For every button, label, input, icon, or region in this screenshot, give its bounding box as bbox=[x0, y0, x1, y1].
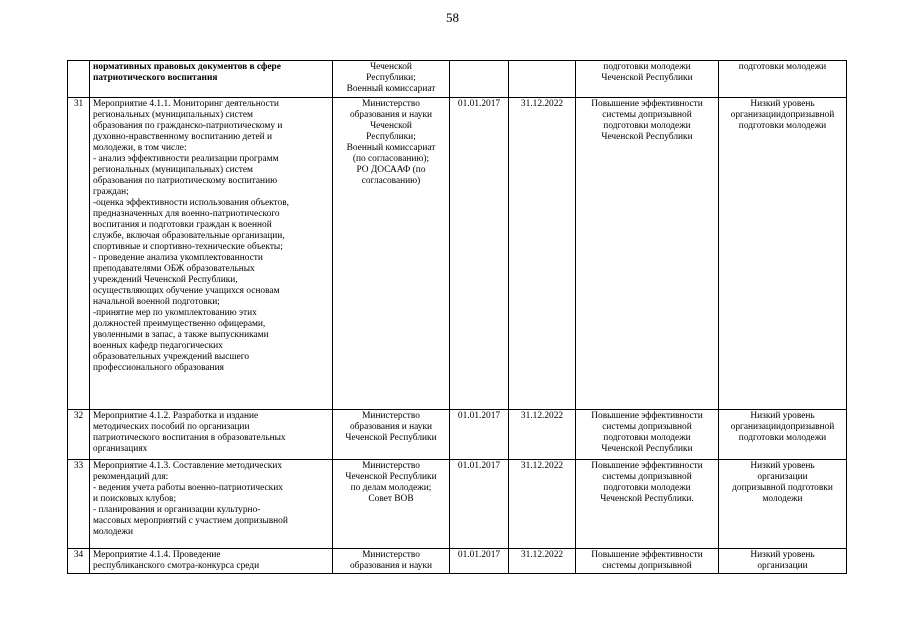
measure-description-cell-line: предназначенных для военно-патриотического bbox=[93, 209, 280, 219]
measure-description-cell-line: спортивные и спортивно-технические объекты; bbox=[93, 242, 283, 252]
start-date-cell bbox=[450, 61, 509, 98]
start-date-cell: 01.01.2017 bbox=[450, 549, 509, 574]
executor-cell bbox=[333, 460, 450, 549]
measure-description-cell-line: учреждений Чеченской Республики, bbox=[93, 275, 238, 285]
expected-result-cell-line: подготовки молодежи bbox=[603, 433, 691, 443]
measure-description-cell-line: образования по патриотическому воспитанию bbox=[93, 176, 278, 186]
start-date-cell: 01.01.2017 bbox=[450, 460, 509, 549]
start-date-cell: 01.01.2017 bbox=[450, 98, 509, 410]
measure-description-cell-line: граждан; bbox=[93, 187, 129, 197]
expected-result-cell-line: Чеченской Республики. bbox=[600, 494, 694, 504]
expected-result-cell bbox=[576, 549, 719, 574]
risk-cell-line: организации bbox=[757, 472, 808, 482]
expected-result-cell-line: системы допризывной bbox=[602, 561, 692, 571]
measure-description-cell-line: Мероприятие 4.1.2. Разработка и издание bbox=[93, 411, 259, 421]
risk-cell-line: Низкий уровень bbox=[750, 411, 815, 421]
expected-result-cell-line: системы допризывной bbox=[602, 110, 692, 120]
measure-description-cell-line: уволенными в запас, а также выпускниками bbox=[93, 330, 269, 340]
expected-result-cell-line: Повышение эффективности bbox=[591, 99, 703, 109]
table-row bbox=[68, 410, 847, 460]
executor-cell-line: Министерство bbox=[362, 99, 420, 109]
risk-cell bbox=[719, 410, 847, 460]
executor-cell-line: Республики; bbox=[366, 132, 416, 142]
measure-description-cell-line: массовых мероприятий с участием допризывной bbox=[93, 516, 288, 526]
measure-description-cell-line: - ведения учета работы военно-патриотических bbox=[93, 483, 283, 493]
table-row bbox=[68, 61, 847, 98]
measure-description-cell-line: - планирования и организации культурно- bbox=[93, 505, 261, 515]
expected-result-cell-line: Чеченской Республики bbox=[601, 73, 693, 83]
row-number-cell bbox=[68, 61, 90, 98]
measure-description-cell-line: -оценка эффективности использования объектов, bbox=[93, 198, 289, 208]
expected-result-cell bbox=[576, 98, 719, 410]
measure-description-cell-line: Мероприятие 4.1.1. Мониторинг деятельности bbox=[93, 99, 279, 109]
row-number-cell: 34 bbox=[68, 549, 90, 574]
risk-cell-line: допризывной подготовки bbox=[732, 483, 833, 493]
page-number: 58 bbox=[446, 10, 459, 25]
measures-table bbox=[67, 60, 847, 574]
expected-result-cell bbox=[576, 61, 719, 98]
measure-description-cell-line: службе, включая образовательные организации, bbox=[93, 231, 285, 241]
measure-description-cell-line: воспитания и подготовки граждан к военной bbox=[93, 220, 272, 230]
executor-cell-line: Военный комиссариат bbox=[346, 143, 436, 153]
end-date-cell: 31.12.2022 bbox=[509, 460, 576, 549]
measure-description-cell-line: профессионального образования bbox=[93, 363, 224, 373]
measure-description-cell bbox=[90, 410, 333, 460]
measure-description-cell-line: должностей преимущественно офицерами, bbox=[93, 319, 266, 329]
risk-cell-line: молодежи bbox=[762, 494, 803, 504]
measure-description-cell-line: военных кафедр педагогических bbox=[93, 341, 223, 351]
risk-cell-line: организации bbox=[757, 561, 808, 571]
table-row bbox=[68, 549, 847, 574]
end-date-cell bbox=[509, 61, 576, 98]
executor-cell-line: по делам молодежи; bbox=[350, 483, 432, 493]
risk-cell-line: Низкий уровень bbox=[750, 99, 815, 109]
measure-description-cell-line: и поисковых клубов; bbox=[93, 494, 177, 504]
risk-cell-line: Низкий уровень bbox=[750, 550, 815, 560]
executor-cell bbox=[333, 410, 450, 460]
executor-cell-line: Совет ВОВ bbox=[368, 494, 414, 504]
end-date-cell: 31.12.2022 bbox=[509, 98, 576, 410]
expected-result-cell-line: Чеченской Республики bbox=[601, 444, 693, 454]
risk-cell bbox=[719, 61, 847, 98]
measure-description-cell-line: республиканского смотра-конкурса среди bbox=[93, 561, 260, 571]
executor-cell-line: Военный комиссариат bbox=[346, 84, 436, 94]
measure-description-cell-line: организациях bbox=[93, 444, 148, 454]
risk-cell-line: подготовки молодежи bbox=[738, 433, 827, 443]
row-number-cell: 32 bbox=[68, 410, 90, 460]
executor-cell-line: образования и науки bbox=[349, 561, 433, 571]
measure-description-cell-line: молодежи, в том числе: bbox=[93, 143, 187, 153]
expected-result-cell-line: подготовки молодежи bbox=[603, 62, 691, 72]
measure-description-cell-line: преподавателями ОБЖ образовательных bbox=[93, 264, 255, 274]
measure-description-cell-line: образования по гражданско-патриотическому и bbox=[93, 121, 283, 131]
executor-cell-line: Чеченской bbox=[370, 62, 412, 72]
table-row bbox=[68, 460, 847, 549]
measure-description-cell-line: региональных (муниципальных) систем bbox=[93, 110, 253, 120]
executor-cell-line: согласованию) bbox=[361, 176, 421, 186]
measure-description-cell-line: - анализ эффективности реализации программ bbox=[93, 154, 279, 164]
end-date-cell: 31.12.2022 bbox=[509, 549, 576, 574]
measure-description-cell-line: молодежи bbox=[93, 527, 134, 537]
executor-cell bbox=[333, 61, 450, 98]
expected-result-cell-line: системы допризывной bbox=[602, 422, 692, 432]
risk-cell-line: подготовки молодежи bbox=[738, 62, 827, 72]
measure-description-cell-line: рекомендаций для: bbox=[93, 472, 169, 482]
risk-cell-line: Низкий уровень bbox=[750, 461, 815, 471]
risk-cell-line: организациидопризывной bbox=[730, 110, 835, 120]
executor-cell-line: образования и науки bbox=[349, 422, 433, 432]
measure-description-cell-line: - проведение анализа укомплектованности bbox=[93, 253, 263, 263]
measure-description-cell bbox=[90, 98, 333, 410]
measure-description-cell-line: духовно-нравственному воспитанию детей и bbox=[93, 132, 273, 142]
executor-cell-line: Чеченской bbox=[370, 121, 412, 131]
risk-cell bbox=[719, 98, 847, 410]
expected-result-cell-line: Повышение эффективности bbox=[591, 550, 703, 560]
executor-cell bbox=[333, 98, 450, 410]
executor-cell-line: Чеченской Республики bbox=[345, 433, 437, 443]
measure-description-cell-line: нормативных правовых документов в сфере bbox=[93, 62, 281, 72]
executor-cell-line: образования и науки bbox=[349, 110, 433, 120]
executor-cell-line: Республики; bbox=[366, 73, 416, 83]
measure-description-cell-line: -принятие мер по укомплектованию этих bbox=[93, 308, 257, 318]
measure-description-cell-line: Мероприятие 4.1.3. Составление методических bbox=[93, 461, 283, 471]
expected-result-cell-line: Повышение эффективности bbox=[591, 461, 703, 471]
measure-description-cell-line: патриотического воспитания bbox=[93, 73, 218, 83]
risk-cell bbox=[719, 549, 847, 574]
measure-description-cell-line: Мероприятие 4.1.4. Проведение bbox=[93, 550, 221, 560]
executor-cell-line: РО ДОСААФ (по bbox=[356, 165, 426, 175]
expected-result-cell-line: системы допризывной bbox=[602, 472, 692, 482]
expected-result-cell-line: Повышение эффективности bbox=[591, 411, 703, 421]
measure-description-cell-line: методических пособий по организации bbox=[93, 422, 250, 432]
expected-result-cell-line: Чеченской Республики bbox=[601, 132, 693, 142]
expected-result-cell bbox=[576, 410, 719, 460]
executor-cell-line: Чеченской Республики bbox=[345, 472, 437, 482]
expected-result-cell-line: подготовки молодежи bbox=[603, 121, 691, 131]
risk-cell-line: подготовки молодежи bbox=[738, 121, 827, 131]
measure-description-cell-line: региональных (муниципальных) систем bbox=[93, 165, 253, 175]
executor-cell-line: Министерство bbox=[362, 411, 420, 421]
end-date-cell: 31.12.2022 bbox=[509, 410, 576, 460]
measure-description-cell-line: патриотического воспитания в образовательных bbox=[93, 433, 286, 443]
row-number-cell: 33 bbox=[68, 460, 90, 549]
row-number-cell: 31 bbox=[68, 98, 90, 410]
executor-cell-line: (по согласованию); bbox=[352, 154, 430, 164]
executor-cell-line: Министерство bbox=[362, 550, 420, 560]
start-date-cell: 01.01.2017 bbox=[450, 410, 509, 460]
risk-cell-line: организациидопризывной bbox=[730, 422, 835, 432]
table-row bbox=[68, 98, 847, 410]
executor-cell-line: Министерство bbox=[362, 461, 420, 471]
measure-description-cell-line: начальной военной подготовки; bbox=[93, 297, 220, 307]
measure-description-cell bbox=[90, 61, 333, 98]
expected-result-cell bbox=[576, 460, 719, 549]
executor-cell bbox=[333, 549, 450, 574]
measure-description-cell-line: образовательных учреждений высшего bbox=[93, 352, 250, 362]
expected-result-cell-line: подготовки молодежи bbox=[603, 483, 691, 493]
risk-cell bbox=[719, 460, 847, 549]
measure-description-cell-line: осуществляющих обучение учащихся основам bbox=[93, 286, 280, 296]
measure-description-cell bbox=[90, 549, 333, 574]
measure-description-cell bbox=[90, 460, 333, 549]
